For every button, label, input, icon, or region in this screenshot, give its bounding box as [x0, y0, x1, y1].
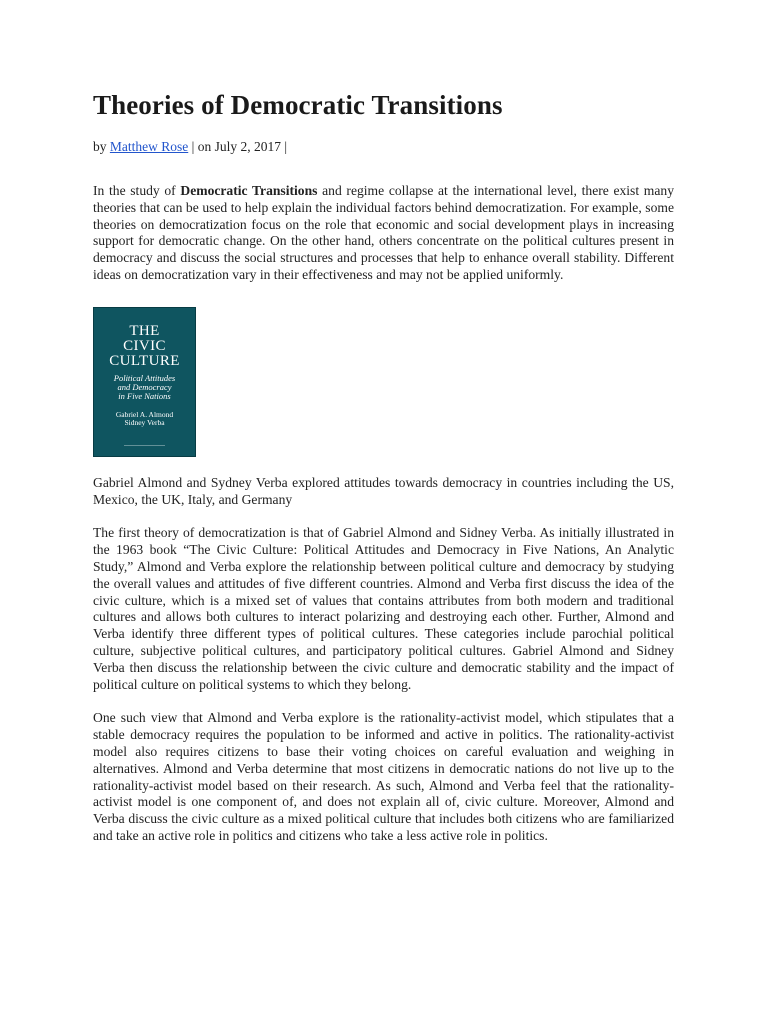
book-cover-subtitle-line: in Five Nations	[118, 390, 171, 401]
author-link[interactable]: Matthew Rose	[109, 139, 189, 154]
book-cover-title-line: THE	[129, 322, 160, 339]
byline-prefix: by	[93, 139, 110, 154]
byline	[93, 138, 674, 155]
article-title: Theories of Democratic Transitions	[93, 90, 503, 120]
intro-paragraph	[93, 183, 674, 284]
book-cover-rule	[124, 445, 165, 446]
book-cover-title-line: CULTURE	[109, 352, 180, 369]
body-paragraph: The first theory of democratization is that of Gabriel Almond and Sidney Verba. As initially illustrated in the 1963 book “The Civic Culture: Political Attitudes and Democracy in Five Nations, An Analytic Study,” Almond and Verba explore the relationship between political culture and democracy by studying the overall values and attitudes of five different countries. Almond and Verba first discuss the idea of the civic culture, which is a mixed set of values that contains attributes from both modern and traditional cultures and allows both cultures to interact polarizing and destroying each other. Further, Almond and Verba identify three different types of political cultures. These categories include parochial political culture, subjective political cultures, and participatory political cultures. Gabriel Almond and Sidney Verba then discuss the relationship between the civic culture and democratic stability and the impact of political culture on political systems to which they belong.	[93, 525, 674, 692]
byline-date: | on July 2, 2017 |	[188, 139, 288, 154]
book-cover-subtitle-line: and Democracy	[117, 381, 172, 392]
book-cover-authors	[94, 411, 195, 428]
intro-lead: In the study of	[93, 183, 181, 198]
article	[93, 88, 674, 845]
book-cover-image[interactable]	[93, 307, 196, 457]
book-cover-subtitle	[94, 374, 195, 401]
book-cover-subtitle-line: Political Attitudes	[113, 372, 176, 383]
book-cover-author: Gabriel A. Almond	[115, 409, 174, 419]
body-paragraph: One such view that Almond and Verba explore is the rationality-activist model, which stipulates that a stable democracy requires the population to be informed and active in politics. The rationality-activist model also requires citizens to base their voting choices on careful evaluation and weighing in alternatives. Almond and Verba determine that most citizens in democratic nations do not live up to the rationality-activist model based on their research. As such, Almond and Verba feel that the rationality-activist model is one component of, and does not explain all of, civic culture. Moreover, Almond and Verba discuss the civic culture as a mixed political culture that includes both citizens who are familiarized and take an active role in politics and citizens who take a less active role in politics.	[93, 710, 674, 843]
intro-bold-term: Democratic Transitions	[180, 183, 318, 198]
book-cover-title	[94, 324, 195, 369]
book-cover-author: Sidney Verba	[124, 418, 165, 428]
book-cover-title-line: CIVIC	[123, 337, 166, 354]
image-caption: Gabriel Almond and Sydney Verba explored attitudes towards democracy in countries including the US, Mexico, the UK, Italy, and Germany	[93, 474, 674, 507]
intro-rest: and regime collapse at the international level, there exist many theories that can be used to help explain the individual factors behind democratization. For example, some theories on democratization focus on the role that economic and social development plays in increasing support for democratic change. On the other hand, others concentrate on the political cultures present in democracy and discuss the social structures and processes that help to enhance overall stability. Different ideas on democratization vary in their effectiveness and may not be applied uniformly.	[93, 183, 674, 282]
